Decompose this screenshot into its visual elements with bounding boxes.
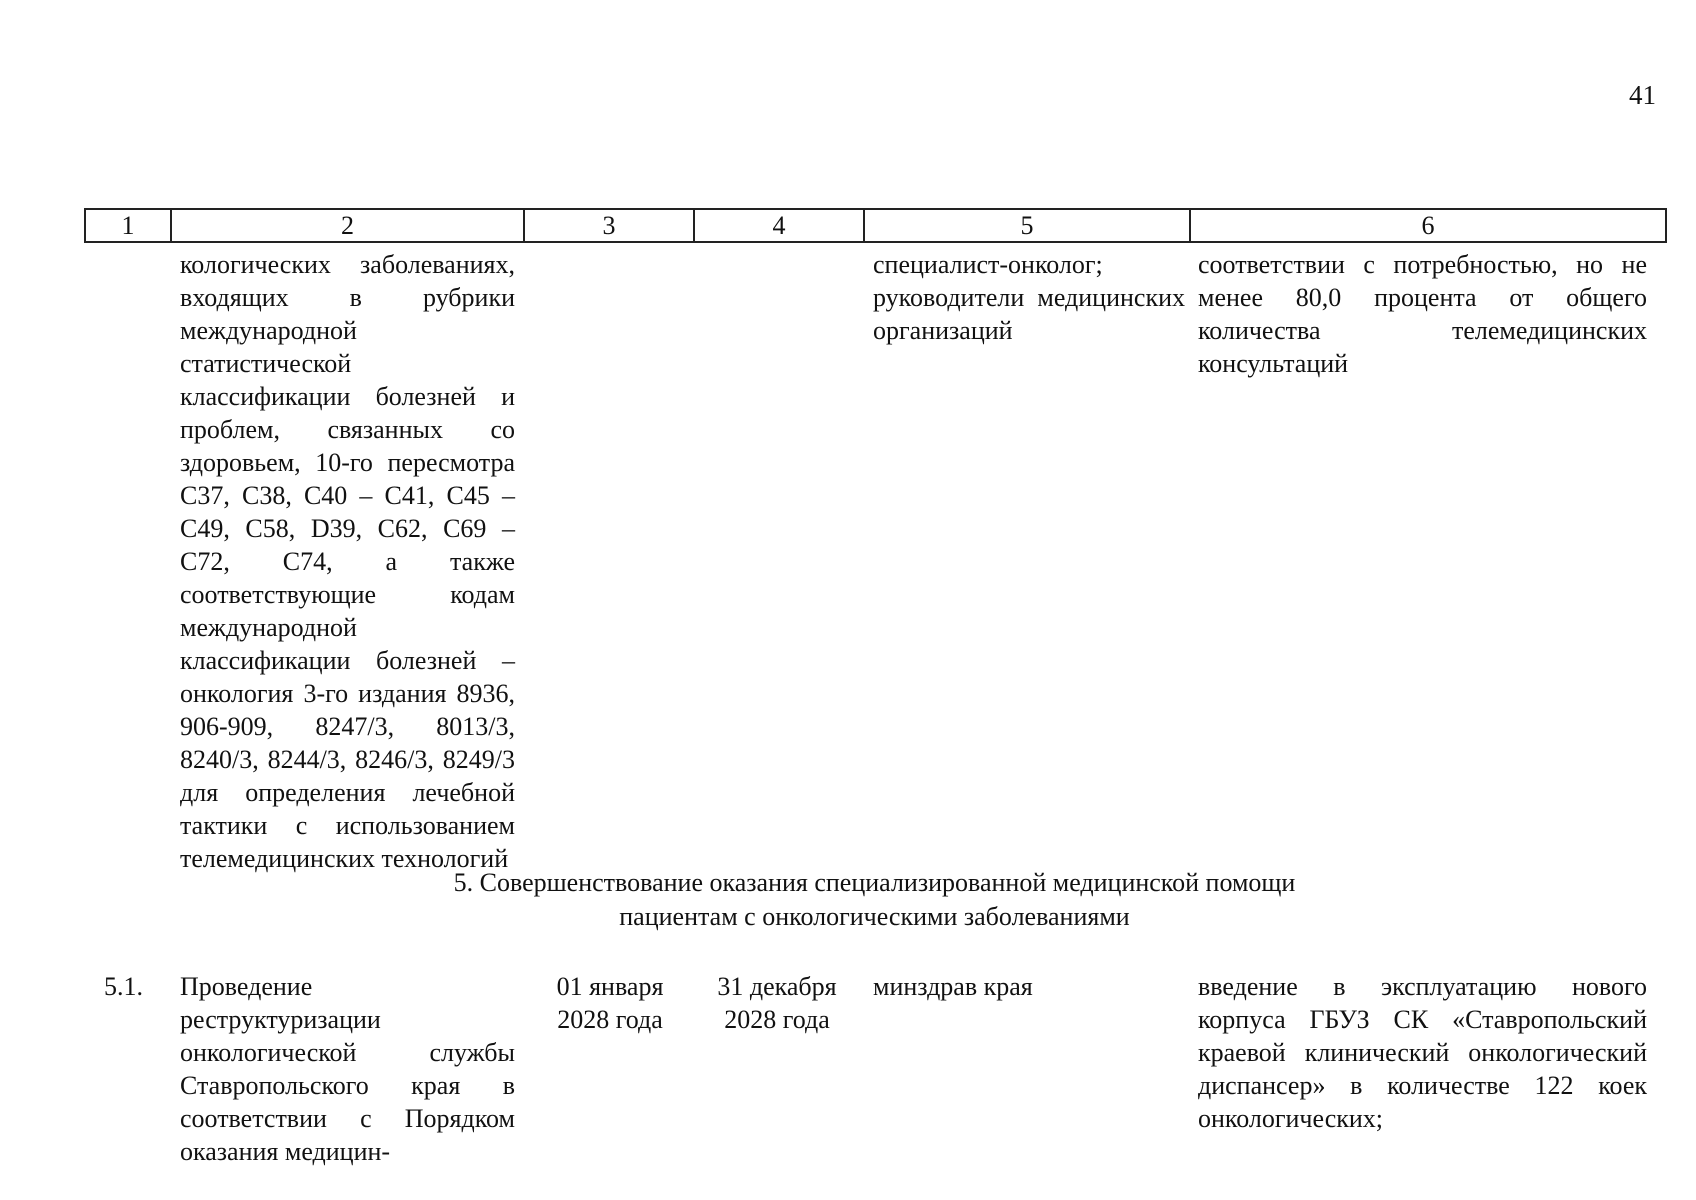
section-title bbox=[84, 866, 1665, 934]
row-result: введение в эксплуатацию нового корпуса ГБУЗ СК «Ставропольский краевой клинический онкологический диспансер» в количестве 122 коек онкологических; bbox=[1198, 972, 1647, 1133]
continued-result: соответствии с потребностью, но не менее 80,0 процента от общего количества телемедицинских консультаций bbox=[1198, 250, 1647, 378]
end-date-year: 2028 года bbox=[724, 1005, 830, 1034]
column-header-3: 3 bbox=[524, 209, 694, 242]
column-number-header bbox=[84, 208, 1667, 243]
start-date-day: 01 января bbox=[556, 972, 664, 1001]
end-date bbox=[712, 970, 842, 1036]
column-header-4: 4 bbox=[694, 209, 864, 242]
section-title-line-1: 5. Совершенствование оказания специализированной медицинской помощи bbox=[453, 868, 1296, 897]
column-header-1: 1 bbox=[85, 209, 171, 242]
section-title-line-2: пациентам с онкологическими заболеваниями bbox=[619, 902, 1130, 931]
continued-responsible: специалист-онколог; руководители медицинских организаций bbox=[873, 250, 1185, 345]
start-date-year: 2028 года bbox=[557, 1005, 663, 1034]
end-date-day: 31 декабря bbox=[717, 972, 837, 1001]
column-header-6: 6 bbox=[1190, 209, 1666, 242]
column-header-5: 5 bbox=[864, 209, 1190, 242]
row-number: 5.1. bbox=[104, 972, 143, 1001]
column-header-2: 2 bbox=[171, 209, 524, 242]
page-number: 41 bbox=[1629, 80, 1656, 110]
row-responsible: минздрав края bbox=[873, 972, 1033, 1001]
start-date bbox=[545, 970, 675, 1036]
row-description: Проведение реструктуризации онкологической службы Ставропольского края в соответствии с Порядком оказания медицин- bbox=[180, 972, 515, 1166]
continued-description: кологических заболеваниях, входящих в рубрики международной статистической классификации болезней и проблем, связанных со здоровьем, 10-го пересмотра C37, C38, C40 – C41, C45 – C49, C58, D39, C62, C69 – C72, C74, а также соответствующие кодам международной классификации болезней – онкология 3-го издания 8936, 906-909, 8247/3, 8013/3, 8240/3, 8244/3, 8246/3, 8249/3 для определения лечебной тактики с использованием телемедицинских технологий bbox=[180, 250, 515, 873]
